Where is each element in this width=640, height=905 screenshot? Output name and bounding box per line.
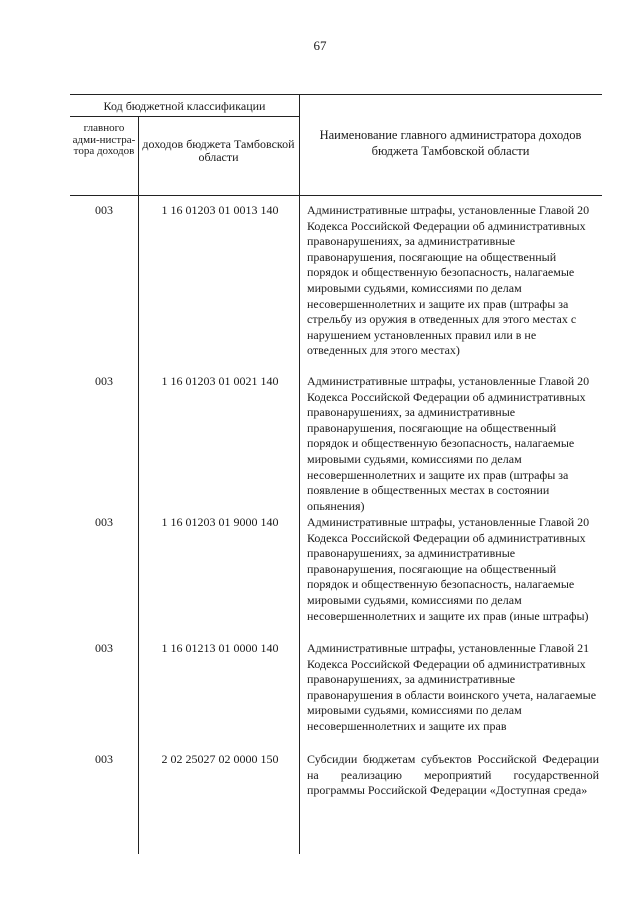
header-code-group: Код бюджетной классификации <box>103 99 266 113</box>
income-code: 1 16 01213 01 0000 140 <box>161 641 279 655</box>
income-code: 2 02 25027 02 0000 150 <box>161 752 279 766</box>
admin-code: 003 <box>95 752 113 766</box>
header-bottom-border <box>70 195 602 196</box>
administrator-name: Административные штрафы, установленные Главой 21 Кодекса Российской Федерации об административных правонарушениях, за административные правонарушения в области воинского учета, налагаемые мировыми судьями, комиссиями по делам несовершеннолетних и защите их прав <box>307 641 597 733</box>
page-number: 67 <box>313 38 327 53</box>
income-code: 1 16 01203 01 9000 140 <box>161 515 279 529</box>
code-group-underline <box>70 116 299 117</box>
administrator-name: Субсидии бюджетам субъектов Российской Федерации на реализацию мероприятий государственной программы Российской Федерации «Доступная среда» <box>307 752 599 798</box>
table-top-border <box>70 94 602 95</box>
header-admin-column: главного адми-нистра-тора доходов <box>72 122 136 157</box>
divider-admin-code <box>138 116 139 854</box>
admin-code: 003 <box>95 515 113 529</box>
administrator-name: Административные штрафы, установленные Главой 20 Кодекса Российской Федерации об административных правонарушениях, за административные правонарушения, посягающие на общественный порядок и общественную безопасность, налагаемые мировыми судьями, комиссиями по делам несовершеннолетних и защите их прав (штрафы за появление в общественных местах в состоянии опьянения) <box>307 374 590 513</box>
administrator-name: Административные штрафы, установленные Главой 20 Кодекса Российской Федерации об административных правонарушениях, за административные правонарушения, посягающие на общественный порядок и общественную безопасность, налагаемые мировыми судьями, комиссиями по делам несовершеннолетних и защите их прав (штрафы за стрельбу из оружия в отведенных для этого местах с нарушением установленных правил или в не отведенных для этого местах) <box>307 203 590 358</box>
admin-code: 003 <box>95 203 113 217</box>
admin-code: 003 <box>95 641 113 655</box>
administrator-name: Административные штрафы, установленные Главой 20 Кодекса Российской Федерации об административных правонарушениях, за административные правонарушения, посягающие на общественный порядок и общественную безопасность, налагаемые мировыми судьями, комиссиями по делам несовершеннолетних и защите их прав (иные штрафы) <box>307 515 590 623</box>
admin-code: 003 <box>95 374 113 388</box>
header-name-column: Наименование главного администратора доходов бюджета Тамбовской области <box>319 128 582 158</box>
header-income-column: доходов бюджета Тамбовской области <box>142 137 295 164</box>
budget-classification-table <box>70 94 602 854</box>
income-code: 1 16 01203 01 0021 140 <box>161 374 279 388</box>
divider-code-name <box>299 94 300 854</box>
income-code: 1 16 01203 01 0013 140 <box>161 203 279 217</box>
